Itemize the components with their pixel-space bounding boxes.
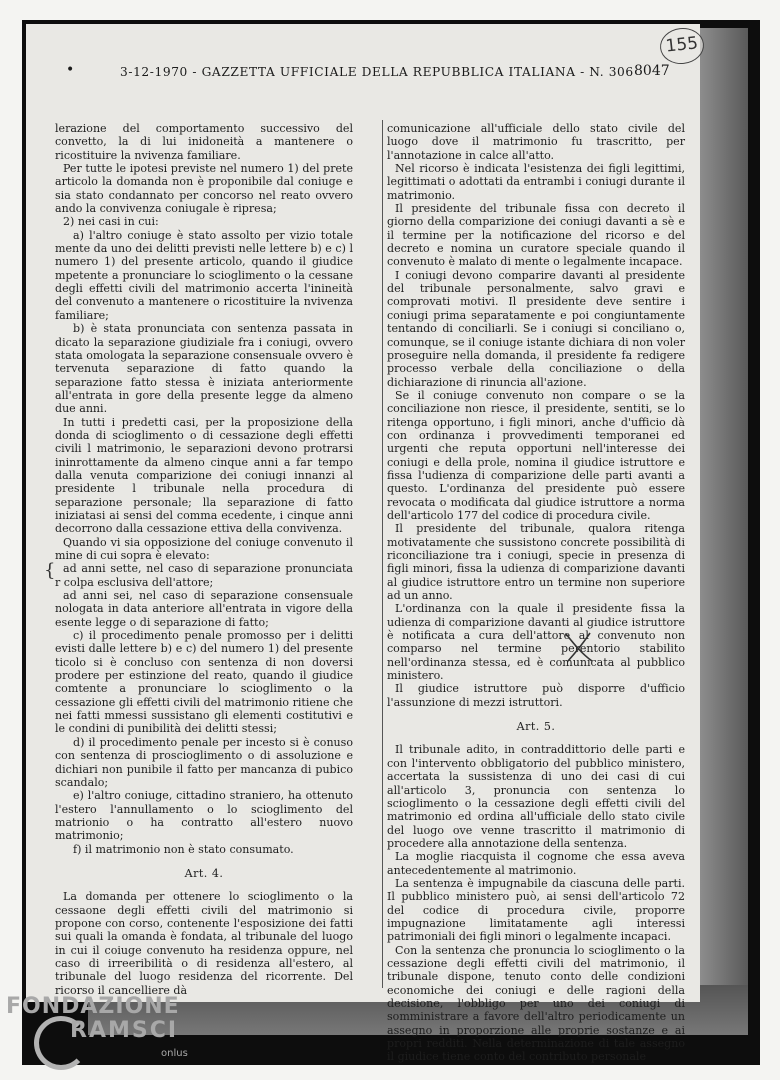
handwritten-bracket-mark: { [44, 560, 56, 581]
header-gazette-title: GAZZETTA UFFICIALE DELLA REPUBBLICA ITALIANA [201, 65, 576, 79]
right-paragraph: Il presidente del tribunale fissa con decreto il giorno della comparizione dei coniugi davanti a sè e il termine per la notificazione del ricorso e del decreto e nomina un curatore speciale quando il convenuto è malato di mente o legalmente incapace. [387, 202, 685, 269]
article-heading: Art. 5. [516, 720, 556, 734]
handwritten-x-mark [562, 630, 596, 664]
article-heading: Art. 4. [184, 866, 224, 880]
left-paragraph: c) il procedimento penale promosso per i delitti evisti dalle lettere b) e c) del numero 1) del presente ticolo si è concluso con sentenza di non doversi prodere per estinzione del reato, quando il giudice comtente a pronunciare lo scioglimento o la cessazione gli effetti civili del matrimonio ritiene che nei fatti mmessi sussistano gli elementi costitutivi e le condini di punibilità dei delitti stessi; [55, 629, 353, 736]
left-paragraph: La domanda per ottenere lo scioglimento o la cessaone degli effetti civili del matrimonio si propone con corso, contenente l'esposizione dei fatti sui quali la omanda è fondata, al tribunale del luogo in cui il coiuge convenuto ha residenza oppure, nel caso di irreeribilità o di residenza all'estero, al tribunale del luogo residenza del ricorrente. Del ricorso il cancelliere dà [55, 890, 353, 997]
right-paragraph: I coniugi devono comparire davanti al presidente del tribunale personalmente, salvo gravi e comprovati motivi. Il presidente deve sentire i coniugi prima separatamente e poi congiuntamente tentando di conciliarli. Se i coniugi si conciliano o, comunque, se il coniuge istante dichiara di non voler proseguire nella domanda, il presidente fa redigere processo verbale della conciliazione o della dichiarazione di rinuncia all'azione. [387, 268, 685, 389]
header-page-number: 8047 [634, 63, 670, 79]
left-paragraph: In tutti i predetti casi, per la proposizione della donda di scioglimento o di cessazione degli effetti civili l matrimonio, le separazioni devono protrarsi ininrottamente da almeno cinque anni a far tempo dalla venuta comparizione dei coniugi innanzi al presidente l tribunale nella procedura di separazione personale; lla separazione di fatto iniziatasi ai sensi del comma ecedente, i cinque anni decorrono dalla cessazione ettiva della convivenza. [55, 415, 353, 536]
right-paragraph: Il presidente del tribunale, qualora ritenga motivatamente che sussistono concrete possibilità di riconciliazione tra i coniugi, specie in presenza di figli minori, fissa la udienza di comparizione davanti al giudice istruttore entro un termine non superiore ad un anno. [387, 522, 685, 603]
archive-number-stamp: 155 [658, 26, 706, 66]
header-issue: N. 306 [589, 65, 634, 79]
left-paragraph: ad anni sei, nel caso di separazione consensuale nologata in data anteriore all'entrata in vigore della esente legge o di separazione di fatto; [55, 589, 353, 629]
header-date: 3-12-1970 [120, 65, 188, 79]
watermark-line1: FONDAZIONE [6, 994, 180, 1019]
right-paragraph: Con la sentenza che pronuncia lo scioglimento o la cessazione degli effetti civili del matrimonio, il tribunale dispone, tenuto conto delle condizioni economiche dei coniugi e delle ragioni della decisione, l'obbligo per uno dei coniugi di somministrare a favore dell'altro periodicamente un assegno in proporzione alle proprie sostanze e ai propri redditi. Nella determinazione di tale assegno il giudice tiene conto del contributo personale [387, 943, 685, 1064]
left-paragraph: 2) nei casi in cui: [63, 215, 159, 229]
column-divider [382, 120, 383, 988]
right-paragraph: Se il coniuge convenuto non compare o se la conciliazione non riesce, il presidente, sentiti, se lo ritenga opportuno, i figli minori, anche d'ufficio dà con ordinanza i provvedimenti temporanei ed urgenti che reputa opportuni nell'interesse dei coniugi e della prole, nomina il giudice istruttore e fissa l'udienza di comparizione delle parti avanti a questo. L'ordinanza del presidente può essere revocata o modificata dal giudice istruttore a norma dell'articolo 177 del codice di procedura civile. [387, 388, 685, 522]
right-paragraph: L'ordinanza con la quale il presidente fissa la udienza di comparizione davanti al giudice istruttore è notificata a cura dell'attore al convenuto non comparso nel termine perentorio stabilito nell'ordinanza stessa, ed è comunicata al pubblico ministero. [387, 602, 685, 683]
left-paragraph: f) il matrimonio non è stato consumato. [73, 842, 294, 856]
right-paragraph: La moglie riacquista il cognome che essa aveva antecedentemente al matrimonio. [387, 850, 685, 877]
header-mark: • [66, 62, 75, 78]
foundation-watermark [6, 994, 206, 1074]
right-paragraph: Il tribunale adito, in contraddittorio delle parti e con l'intervento obbligatorio del pubblico ministero, accertata la sussistenza di uno dei casi di cui all'articolo 3, pronuncia con sentenza lo scioglimento o la cessazione degli effetti civili del matrimonio ed ordina all'ufficiale dello stato civile del luogo ove venne trascritto il matrimonio di procedere alla annotazione della sentenza. [387, 743, 685, 850]
right-paragraph: La sentenza è impugnabile da ciascuna delle parti. Il pubblico ministero può, ai sensi dell'articolo 72 del codice di procedura civile, proporre impugnazione limitatamente agli interessi patrimoniali dei figli minori o legalmente incapaci. [387, 876, 685, 944]
left-paragraph: Quando vi sia opposizione del coniuge convenuto il mine di cui sopra è elevato: [55, 535, 353, 562]
left-paragraph: b) è stata pronunciata con sentenza passata in dicato la separazione giudiziale fra i coniugi, ovvero stata omologata la separazione consensuale ovvero è tervenuta separazione di fatto quando la separazione fatto stessa è iniziata anteriormente all'entrata in gore della presente legge da almeno due anni. [55, 322, 353, 416]
watermark-line2: RAMSCI [70, 1018, 179, 1043]
right-paragraph: Il giudice istruttore può disporre d'ufficio l'assunzione di mezzi istruttori. [387, 682, 685, 709]
left-column [55, 122, 353, 997]
scan-edge-shadow [700, 28, 748, 1028]
right-column [387, 122, 685, 1064]
left-paragraph: ad anni sette, nel caso di separazione pronunciata r colpa esclusiva dell'attore; [55, 562, 353, 589]
header-title-line: 3-12-1970 - GAZZETTA UFFICIALE DELLA REPUBBLICA ITALIANA - N. 306 [120, 65, 634, 79]
left-paragraph: lerazione del comportamento successivo del convetto, la di lui inidoneità a mantenere o ricostituire la nvivenza familiare. [55, 122, 353, 162]
right-paragraph: Nel ricorso è indicata l'esistenza dei figli legittimi, legittimati o adottati da entrambi i coniugi durante il matrimonio. [387, 162, 685, 202]
page-header [26, 60, 700, 82]
left-paragraph: a) l'altro coniuge è stato assolto per vizio totale mente da uno dei delitti previsti nelle lettere b) e c) l numero 1) del presente articolo, quando il giudice mpetente a pronunciare lo scioglimento o la cessane degli effetti civili del matrimonio accerta l'inineità del convenuto a mantenere o ricostituire la nvivenza familiare; [55, 228, 353, 322]
left-paragraph: Per tutte le ipotesi previste nel numero 1) del prete articolo la domanda non è proponibile dal coniuge e sia stato condannato per concorso nel reato ovvero ando la convivenza coniugale è ripresa; [55, 162, 353, 216]
watermark-line3: onlus [161, 1048, 188, 1059]
right-paragraph: comunicazione all'ufficiale dello stato civile del luogo dove il matrimonio fu trascritto, per l'annotazione in calce all'atto. [387, 122, 685, 162]
left-paragraph: e) l'altro coniuge, cittadino straniero, ha ottenuto l'estero l'annullamento o lo scioglimento del matrionio o ha contratto all'estero nuovo matrimonio; [55, 789, 353, 843]
left-paragraph: d) il procedimento penale per incesto si è conuso con sentenza di proscioglimento o di assoluzione e dichiari non punibile il fatto per mancanza di pubico scandalo; [55, 735, 353, 789]
